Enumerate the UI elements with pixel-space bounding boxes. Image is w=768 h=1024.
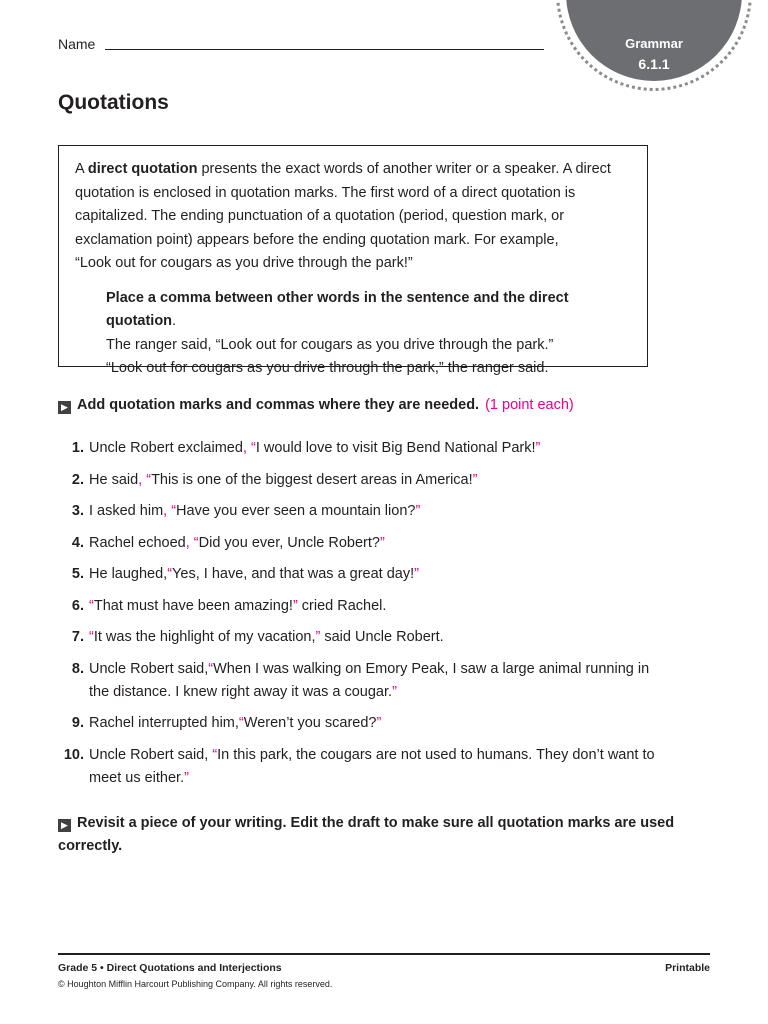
comma-rule — [75, 287, 631, 334]
exercise-sentence — [84, 712, 381, 735]
page-title: Quotations — [58, 91, 169, 114]
answer-mark: ” — [292, 597, 298, 614]
exercise-sentence — [84, 744, 658, 790]
sentence-text: In this park, the cougars are not used to humans. They don’t want to meet us either. — [89, 746, 655, 786]
sentence-text: Did you ever, Uncle Robert? — [198, 534, 380, 551]
footer-rule — [58, 953, 710, 955]
name-label: Name — [58, 36, 96, 52]
sentence-text: Uncle Robert said, — [89, 746, 213, 763]
sentence-text: Rachel echoed — [89, 534, 186, 551]
comma-rule-end: . — [172, 313, 177, 329]
answer-mark: “ — [208, 660, 214, 677]
exercise-sentence — [84, 595, 386, 618]
exercise-item — [58, 626, 658, 649]
answer-mark: , “ — [138, 471, 152, 488]
exercise-item — [58, 595, 658, 618]
exercise-number: 7. — [71, 629, 84, 645]
grammar-badge-circle — [566, 0, 742, 81]
rule-example-1: “Look out for cougars as you drive through the park!” — [75, 255, 413, 271]
answer-mark: ” — [414, 566, 419, 582]
sentence-text: He laughed, — [89, 566, 168, 582]
sentence-text: Uncle Robert exclaimed — [89, 440, 243, 456]
sentence-text: Weren’t you scared? — [243, 715, 377, 731]
answer-mark: “ — [89, 597, 94, 614]
answer-mark: , “ — [163, 503, 177, 519]
sentence-text: said Uncle Robert. — [320, 629, 444, 645]
answer-mark: ” — [535, 440, 541, 456]
sentence-text: He said — [89, 471, 139, 488]
rule-box — [58, 145, 648, 376]
answer-mark: “ — [89, 629, 94, 645]
sentence-text: This is one of the biggest desert areas in America! — [151, 471, 473, 488]
sentence-text: It was the highlight of my vacation, — [93, 629, 316, 645]
points-note: (1 point each) — [485, 397, 574, 413]
instruction-add-quotes — [58, 394, 678, 417]
arrow-right-icon: ▶ — [58, 819, 71, 832]
exercise-sentence — [84, 626, 444, 649]
exercise-number: 3. — [71, 503, 84, 519]
sentence-text: I asked him — [89, 503, 164, 519]
exercise-item — [58, 658, 658, 704]
sentence-text: cried Rachel. — [297, 597, 387, 614]
answer-mark: , “ — [185, 534, 199, 551]
exercise-number: 10. — [63, 746, 84, 763]
rule-intro-a: A — [75, 161, 88, 177]
exercise-number: 8. — [71, 660, 84, 677]
exercise-sentence — [84, 563, 419, 586]
exercise-item — [58, 712, 658, 735]
exercise-item — [58, 744, 658, 790]
badge-code: 6.1.1 — [638, 56, 670, 72]
sentence-text: Yes, I have, and that was a great day! — [172, 566, 415, 582]
rule-example-2: The ranger said, “Look out for cougars as you drive through the park.” — [106, 336, 554, 353]
exercise-sentence — [84, 658, 658, 704]
sentence-text: When I was walking on Emory Peak, I saw a large animal running in the distance. I knew right away it was a cougar. — [89, 660, 650, 700]
exercise-item — [58, 469, 658, 492]
sentence-text: Have you ever seen a mountain lion? — [176, 503, 416, 519]
exercise-number: 4. — [71, 534, 84, 551]
badge-label: Grammar — [625, 36, 683, 51]
exercise-item — [58, 437, 658, 460]
answer-mark: ” — [315, 629, 321, 645]
sentence-text: I would love to visit Big Bend National Park! — [255, 440, 536, 456]
rule-intro — [75, 158, 631, 276]
footer-copyright: © Houghton Mifflin Harcourt Publishing Company. All rights reserved. — [58, 979, 333, 989]
exercise-number: 9. — [71, 715, 84, 731]
answer-mark: ” — [376, 715, 382, 731]
exercise-number: 2. — [71, 471, 84, 488]
sentence-text: Rachel interrupted him, — [89, 715, 239, 731]
exercise-number: 5. — [71, 566, 84, 582]
answer-mark: “ — [238, 715, 244, 731]
footer-course: Grade 5 • Direct Quotations and Interjections — [58, 962, 282, 974]
rule-intro-b: presents the exact words of another writer or a speaker. A direct quotation is enclosed in quotation marks. The first word of a direct quotation is capitalized. The ending punctuation of a quotation (period, question mark, or exclamation point) appears before the ending quotation mark. For example, — [75, 161, 611, 248]
exercise-item — [58, 532, 658, 555]
exercise-list — [58, 437, 658, 798]
instruction-2-text: Revisit a piece of your writing. Edit the draft to make sure all quotation marks are used correctly. — [58, 815, 675, 854]
answer-mark: “ — [167, 566, 173, 582]
sentence-text: Uncle Robert said, — [89, 660, 209, 677]
exercise-sentence — [84, 469, 478, 492]
grammar-badge — [556, 0, 752, 91]
answer-mark: ” — [472, 471, 478, 488]
instruction-revisit — [58, 812, 678, 858]
answer-mark: ” — [379, 534, 385, 551]
answer-mark: ” — [392, 683, 397, 700]
exercise-sentence — [84, 437, 540, 460]
answer-mark: , “ — [242, 440, 256, 456]
rule-term: direct quotation — [87, 161, 198, 177]
exercise-item — [58, 563, 658, 586]
exercise-sentence — [84, 532, 385, 555]
comma-rule-text: Place a comma between other words in the sentence and the direct quotation — [106, 289, 569, 329]
arrow-right-icon: ▶ — [58, 401, 71, 414]
instruction-1-text: Add quotation marks and commas where they are needed. — [77, 397, 480, 413]
answer-mark: “ — [212, 746, 218, 763]
name-line — [105, 49, 544, 50]
footer-printable: Printable — [665, 962, 710, 974]
exercise-number: 1. — [71, 440, 84, 456]
exercise-number: 6. — [71, 597, 84, 614]
sentence-text: That must have been amazing! — [93, 597, 293, 614]
exercise-sentence — [84, 500, 420, 523]
rule-example-3: “Look out for cougars as you drive through the park,” the ranger said. — [106, 360, 549, 376]
answer-mark: ” — [415, 503, 421, 519]
exercise-item — [58, 500, 658, 523]
answer-mark: ” — [184, 769, 189, 786]
